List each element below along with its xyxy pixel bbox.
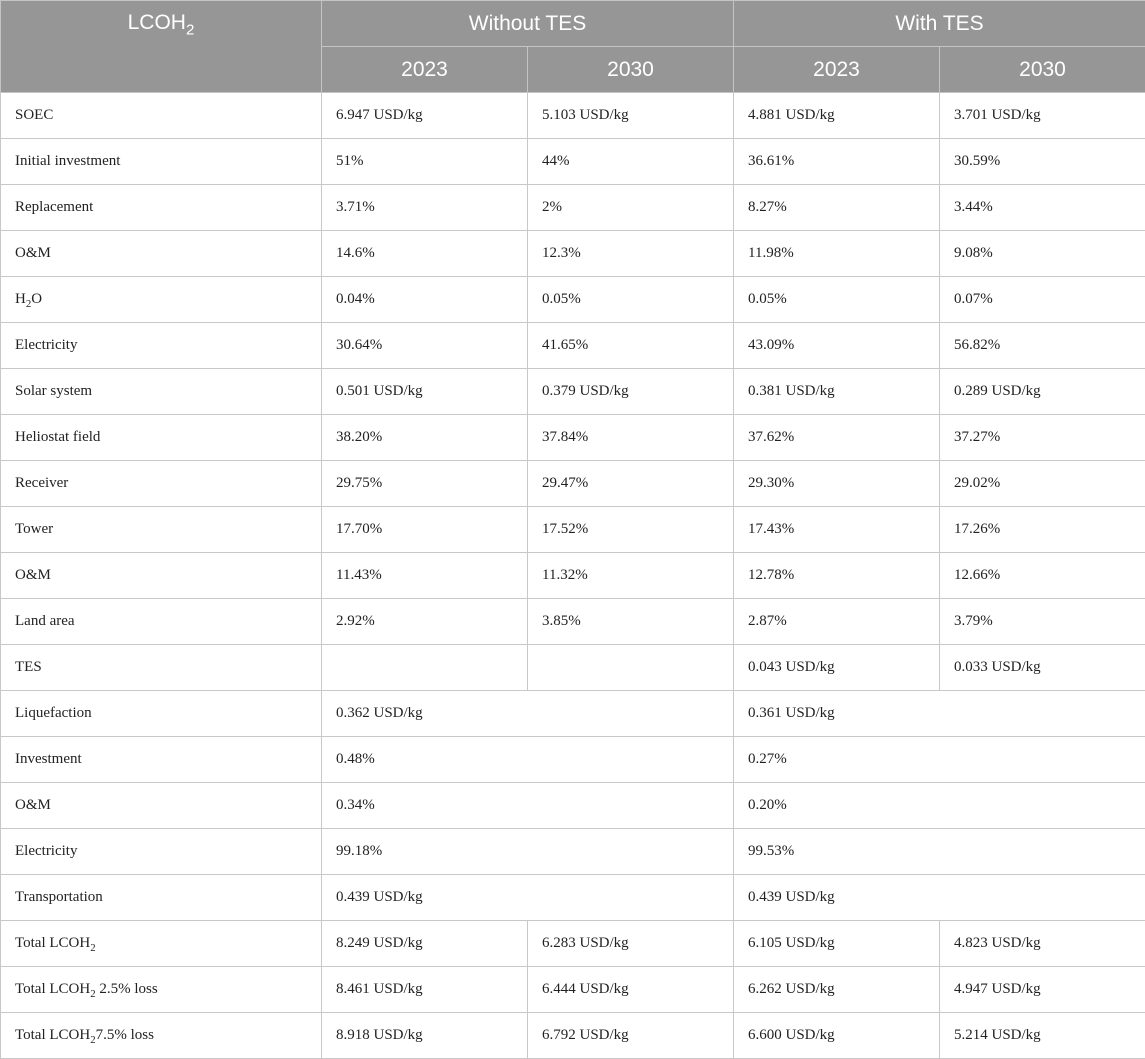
table-row-land-area <box>1 599 1145 645</box>
table-cell: 30.59% <box>940 139 1145 185</box>
table-row-total-2-5-loss <box>1 967 1145 1013</box>
table-cell: 0.05% <box>528 277 734 323</box>
table-cell: 0.501 USD/kg <box>322 369 528 415</box>
table-cell: 0.05% <box>734 277 940 323</box>
table-cell: 3.701 USD/kg <box>940 93 1145 139</box>
row-label: O&M <box>1 783 322 829</box>
row-label: Receiver <box>1 461 322 507</box>
table-cell: 29.47% <box>528 461 734 507</box>
table-cell: 5.214 USD/kg <box>940 1013 1145 1059</box>
table-cell: 0.20% <box>734 783 1145 829</box>
table-cell: 6.600 USD/kg <box>734 1013 940 1059</box>
row-label: Replacement <box>1 185 322 231</box>
corner-header <box>1 1 322 93</box>
table-cell: 44% <box>528 139 734 185</box>
table-cell: 4.881 USD/kg <box>734 93 940 139</box>
label-subscript: 2 <box>90 942 95 954</box>
table-cell: 6.105 USD/kg <box>734 921 940 967</box>
table-cell: 6.262 USD/kg <box>734 967 940 1013</box>
table-cell: 36.61% <box>734 139 940 185</box>
table-cell: 8.461 USD/kg <box>322 967 528 1013</box>
table-cell: 0.48% <box>322 737 734 783</box>
year-header: 2023 <box>734 47 940 93</box>
table-row-investment <box>1 737 1145 783</box>
table-row-h2o <box>1 277 1145 323</box>
table-cell: 0.439 USD/kg <box>322 875 734 921</box>
group-header-with-tes: With TES <box>734 1 1145 47</box>
label-part: 2.5% loss <box>96 981 158 997</box>
table-cell: 0.34% <box>322 783 734 829</box>
table-cell: 29.30% <box>734 461 940 507</box>
table-cell: 3.71% <box>322 185 528 231</box>
table-cell: 3.85% <box>528 599 734 645</box>
table-cell: 0.07% <box>940 277 1145 323</box>
table-cell: 29.02% <box>940 461 1145 507</box>
table-cell: 37.62% <box>734 415 940 461</box>
corner-label: LCOH <box>128 11 186 34</box>
table-cell: 17.70% <box>322 507 528 553</box>
table-cell: 8.27% <box>734 185 940 231</box>
label-part: Total LCOH <box>15 981 90 997</box>
table-cell: 38.20% <box>322 415 528 461</box>
group-header-without-tes: Without TES <box>322 1 734 47</box>
row-label: Tower <box>1 507 322 553</box>
row-label <box>1 967 322 1013</box>
table-cell: 11.32% <box>528 553 734 599</box>
table-cell: 0.043 USD/kg <box>734 645 940 691</box>
table-row-liquefaction <box>1 691 1145 737</box>
table-row-total-7-5-loss <box>1 1013 1145 1059</box>
label-subscript: 2 <box>90 988 95 1000</box>
table-cell: 2% <box>528 185 734 231</box>
table-cell: 41.65% <box>528 323 734 369</box>
table-cell: 4.947 USD/kg <box>940 967 1145 1013</box>
table-cell: 0.04% <box>322 277 528 323</box>
table-cell: 3.79% <box>940 599 1145 645</box>
table-row-om-solar <box>1 553 1145 599</box>
table-cell: 37.84% <box>528 415 734 461</box>
table-cell: 2.87% <box>734 599 940 645</box>
row-label: Transportation <box>1 875 322 921</box>
table-cell <box>322 645 528 691</box>
row-label: Electricity <box>1 829 322 875</box>
table-row-total <box>1 921 1145 967</box>
table-cell: 43.09% <box>734 323 940 369</box>
table-row-initial-investment <box>1 139 1145 185</box>
table-cell: 30.64% <box>322 323 528 369</box>
label-subscript: 2 <box>26 298 31 310</box>
table-row-tes <box>1 645 1145 691</box>
label-part: Total LCOH <box>15 935 90 951</box>
table-cell: 29.75% <box>322 461 528 507</box>
table-cell: 37.27% <box>940 415 1145 461</box>
table-cell: 6.792 USD/kg <box>528 1013 734 1059</box>
table-cell: 0.27% <box>734 737 1145 783</box>
row-label: Investment <box>1 737 322 783</box>
label-subscript: 2 <box>90 1034 95 1046</box>
table-row-om-soec <box>1 231 1145 277</box>
table-cell: 9.08% <box>940 231 1145 277</box>
table-cell: 8.918 USD/kg <box>322 1013 528 1059</box>
table-cell: 99.53% <box>734 829 1145 875</box>
table-cell <box>528 645 734 691</box>
label-part: Total LCOH <box>15 1027 90 1043</box>
table-row-solar-system <box>1 369 1145 415</box>
table-row-electricity-liquefaction <box>1 829 1145 875</box>
table-row-tower <box>1 507 1145 553</box>
table-cell: 51% <box>322 139 528 185</box>
table-row-receiver <box>1 461 1145 507</box>
label-part: O <box>31 291 42 307</box>
table-cell: 6.444 USD/kg <box>528 967 734 1013</box>
label-part: H <box>15 291 26 307</box>
row-label: Liquefaction <box>1 691 322 737</box>
row-label <box>1 1013 322 1059</box>
table-cell: 11.43% <box>322 553 528 599</box>
table-cell: 14.6% <box>322 231 528 277</box>
row-label: Solar system <box>1 369 322 415</box>
table-row-transportation <box>1 875 1145 921</box>
table-cell: 0.381 USD/kg <box>734 369 940 415</box>
row-label: O&M <box>1 553 322 599</box>
table-cell: 17.52% <box>528 507 734 553</box>
row-label: Initial investment <box>1 139 322 185</box>
table-cell: 12.78% <box>734 553 940 599</box>
row-label: Land area <box>1 599 322 645</box>
table-row-electricity-soec <box>1 323 1145 369</box>
table-cell: 0.361 USD/kg <box>734 691 1145 737</box>
row-label: O&M <box>1 231 322 277</box>
table-cell: 12.3% <box>528 231 734 277</box>
row-label: Electricity <box>1 323 322 369</box>
year-header: 2030 <box>940 47 1145 93</box>
table-cell: 0.289 USD/kg <box>940 369 1145 415</box>
table-cell: 0.379 USD/kg <box>528 369 734 415</box>
table-cell: 11.98% <box>734 231 940 277</box>
table-cell: 99.18% <box>322 829 734 875</box>
table-cell: 4.823 USD/kg <box>940 921 1145 967</box>
table-cell: 5.103 USD/kg <box>528 93 734 139</box>
table-cell: 8.249 USD/kg <box>322 921 528 967</box>
table-row-replacement <box>1 185 1145 231</box>
year-header: 2030 <box>528 47 734 93</box>
table-row-om-liquefaction <box>1 783 1145 829</box>
row-label: TES <box>1 645 322 691</box>
table-cell: 12.66% <box>940 553 1145 599</box>
table-cell: 3.44% <box>940 185 1145 231</box>
table-cell: 6.283 USD/kg <box>528 921 734 967</box>
row-label: Heliostat field <box>1 415 322 461</box>
table-cell: 0.439 USD/kg <box>734 875 1145 921</box>
row-label <box>1 277 322 323</box>
label-part: 7.5% loss <box>96 1027 154 1043</box>
corner-subscript: 2 <box>186 21 194 38</box>
table-cell: 17.26% <box>940 507 1145 553</box>
table-cell: 2.92% <box>322 599 528 645</box>
header-row-groups <box>1 1 1145 47</box>
table-row-soec <box>1 93 1145 139</box>
table-cell: 0.362 USD/kg <box>322 691 734 737</box>
row-label: SOEC <box>1 93 322 139</box>
row-label <box>1 921 322 967</box>
table-row-heliostat-field <box>1 415 1145 461</box>
year-header: 2023 <box>322 47 528 93</box>
table-cell: 0.033 USD/kg <box>940 645 1145 691</box>
table-cell: 6.947 USD/kg <box>322 93 528 139</box>
table-cell: 56.82% <box>940 323 1145 369</box>
table-cell: 17.43% <box>734 507 940 553</box>
